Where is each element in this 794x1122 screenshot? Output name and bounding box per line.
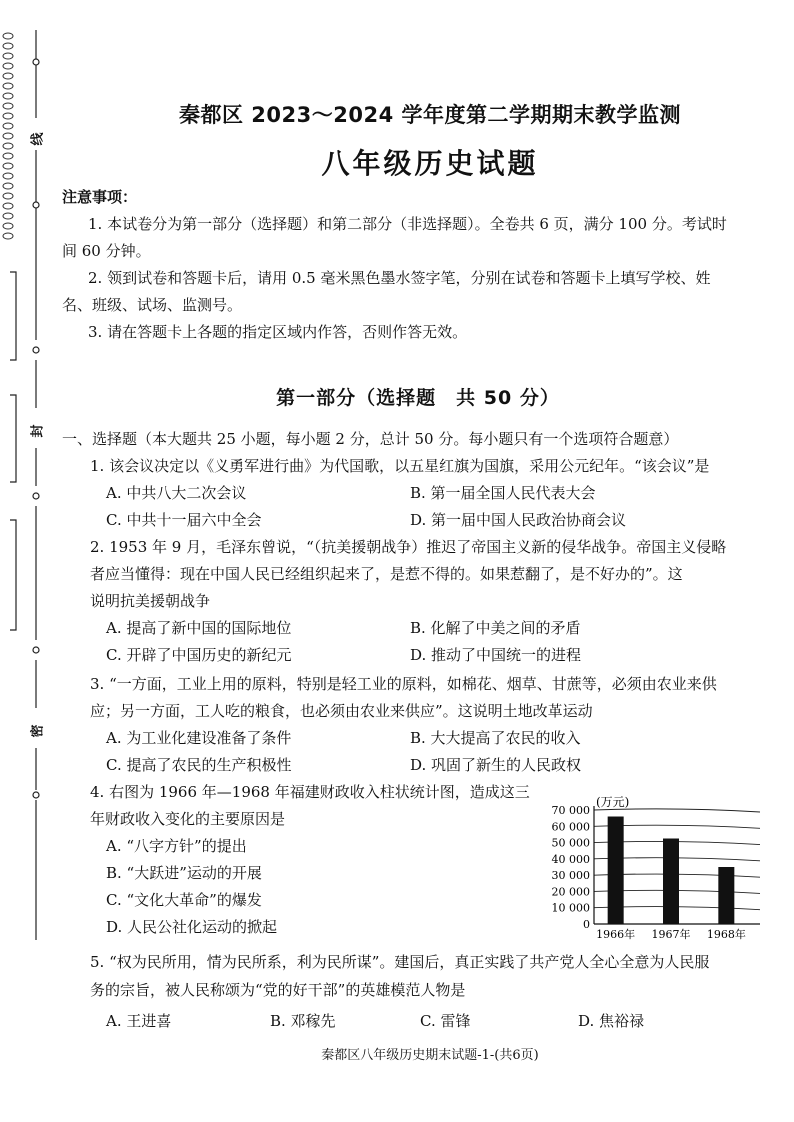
- binding-margin-lines: [0, 0, 60, 1122]
- chart-gridline: [594, 809, 760, 812]
- q4-option-a: A. “八字方针”的提出: [106, 837, 247, 855]
- q2-option-a: A. 提高了新中国的国际地位: [106, 619, 292, 637]
- chart-y-tick-label: 60 000: [551, 820, 590, 834]
- q5-option-d: D. 焦裕禄: [578, 1012, 645, 1030]
- exam-subtitle: 八年级历史试题: [321, 147, 539, 180]
- binding-label-line: 线: [30, 132, 46, 146]
- q2-stem-line-3: 说明抗美援朝战争: [90, 592, 211, 610]
- notice-item-1-line-1: 1. 本试卷分为第一部分（选择题）和第二部分（非选择题）。全卷共 6 页，满分 100 分。考试时: [88, 215, 727, 233]
- q1-option-b: B. 第一届全国人民代表大会: [410, 484, 596, 502]
- section-instruction: 一、选择题（本大题共 25 小题，每小题 2 分，总计 50 分。每小题只有一个选项符合题意）: [62, 430, 679, 448]
- binding-margin: [0, 0, 60, 1122]
- notice-heading: 注意事项：: [62, 188, 138, 206]
- q2-stem-line-1: 2. 1953 年 9 月，毛泽东曾说，“（抗美援朝战争）推迟了帝国主义新的侵华战争。帝国主义侵略: [90, 538, 727, 556]
- q3-option-a: A. 为工业化建设准备了条件: [106, 729, 292, 747]
- chart-y-tick-label: 30 000: [551, 869, 590, 883]
- chart-x-tick-label: 1968年: [706, 928, 746, 941]
- chart-y-tick-label: 20 000: [551, 885, 590, 899]
- q4-bar-chart: [524, 796, 764, 946]
- q2-option-c: C. 开辟了中国历史的新纪元: [106, 646, 292, 664]
- q3-stem-line-1: 3. “一方面，工业上用的原料，特别是轻工业的原料，如棉花、烟草、甘蔗等，必须由农业来供: [90, 675, 717, 693]
- q1-option-c: C. 中共十一届六中全会: [106, 511, 262, 529]
- q2-option-b: B. 化解了中美之间的矛盾: [410, 619, 581, 637]
- q5-option-a: A. 王进喜: [106, 1012, 172, 1030]
- q3-option-d: D. 巩固了新生的人民政权: [410, 756, 582, 774]
- q5-stem-line-1: 5. “权为民所用，情为民所系，利为民所谋”。建国后，真正实践了共产党人全心全意为人民服: [90, 953, 710, 971]
- q3-option-c: C. 提高了农民的生产积极性: [106, 756, 292, 774]
- chart-unit-label: (万元): [596, 796, 630, 809]
- exam-title: 秦都区 2023～2024 学年度第二学期期末教学监测: [178, 103, 681, 127]
- q2-stem-line-2: 者应当懂得：现在中国人民已经组织起来了，是惹不得的。如果惹翻了，是不好办的”。这: [90, 565, 683, 583]
- q4-option-d: D. 人民公社化运动的掀起: [106, 918, 278, 936]
- q1-stem-line-1: 1. 该会议决定以《义勇军进行曲》为代国歌，以五星红旗为国旗，采用公元纪年。“该会议”是: [90, 457, 710, 475]
- notice-item-2-line-2: 名、班级、试场、监测号。: [62, 296, 243, 314]
- chart-y-tick-label: 70 000: [551, 804, 590, 817]
- binding-label-seal: 封: [30, 424, 46, 438]
- q3-option-b: B. 大大提高了农民的收入: [410, 729, 581, 747]
- chart-bar: [608, 817, 624, 924]
- q4-bar-chart-svg: [524, 796, 764, 946]
- section-title: 第一部分（选择题 共 50 分）: [276, 387, 560, 409]
- notice-item-2-line-1: 2. 领到试卷和答题卡后，请用 0.5 毫米黑色墨水签字笔，分别在试卷和答题卡上填写学校、姓: [88, 269, 711, 287]
- q1-option-a: A. 中共八大二次会议: [106, 484, 247, 502]
- q4-stem-line-2: 年财政收入变化的主要原因是: [90, 810, 286, 828]
- q4-option-b: B. “大跃进”运动的开展: [106, 864, 262, 882]
- chart-bar: [718, 867, 734, 924]
- q4-option-c: C. “文化大革命”的爆发: [106, 891, 262, 909]
- page-footer: 秦都区八年级历史期末试题-1-(共6页): [321, 1048, 539, 1063]
- chart-x-tick-label: 1966年: [596, 928, 636, 941]
- binding-label-secret: 密: [30, 724, 46, 738]
- q5-stem-line-2: 务的宗旨，被人民称颂为“党的好干部”的英雄模范人物是: [90, 981, 466, 999]
- notice-item-1-line-2: 间 60 分钟。: [62, 242, 151, 260]
- q1-option-d: D. 第一届中国人民政治协商会议: [410, 511, 627, 529]
- chart-bar: [663, 839, 679, 925]
- chart-y-tick-label: 10 000: [551, 901, 590, 915]
- chart-y-tick-label: 40 000: [551, 852, 590, 866]
- q2-option-d: D. 推动了中国统一的进程: [410, 646, 582, 664]
- q3-stem-line-2: 应；另一方面，工人吃的粮食，也必须由农业来供应”。这说明土地改革运动: [90, 702, 593, 720]
- notice-item-3: 3. 请在答题卡上各题的指定区域内作答，否则作答无效。: [88, 323, 468, 341]
- chart-y-tick-label: 0: [583, 918, 590, 931]
- chart-y-tick-label: 50 000: [551, 836, 590, 850]
- chart-x-tick-label: 1967年: [651, 928, 691, 941]
- q5-option-c: C. 雷锋: [420, 1012, 471, 1030]
- q5-option-b: B. 邓稼先: [270, 1012, 336, 1030]
- q4-stem-line-1: 4. 右图为 1966 年—1968 年福建财政收入柱状统计图，造成这三: [90, 783, 530, 801]
